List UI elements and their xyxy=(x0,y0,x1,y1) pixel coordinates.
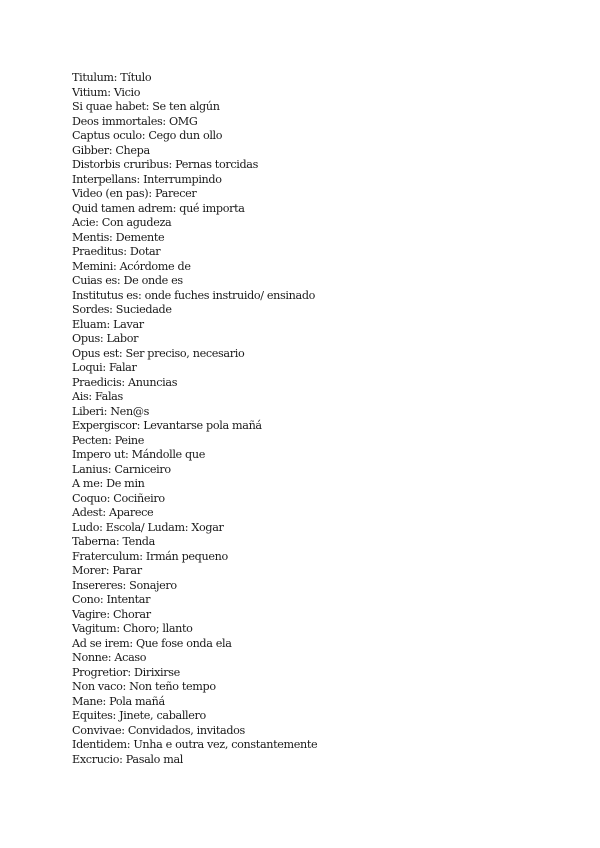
glossary-entry: Captus oculo: Cego dun ollo xyxy=(72,129,223,142)
glossary-entry: Non vaco: Non teño tempo xyxy=(72,680,216,693)
glossary-entry: Expergiscor: Levantarse pola mañá xyxy=(72,419,262,432)
glossary-entry: Si quae habet: Se ten algún xyxy=(72,100,220,113)
glossary-entry: Eluam: Lavar xyxy=(72,317,144,331)
glossary-entry: Opus: Labor xyxy=(72,332,139,345)
glossary-entry: Institutus es: onde fuches instruido/ ensinado xyxy=(72,288,316,302)
glossary-entry: Praeditus: Dotar xyxy=(72,245,161,258)
glossary-entry: Taberna: Tenda xyxy=(72,535,155,548)
glossary-entry: Nonne: Acaso xyxy=(72,651,147,664)
glossary-entry: Cuias es: De onde es xyxy=(72,274,183,287)
glossary-entry: Mentis: Demente xyxy=(72,230,165,244)
glossary-entry: Insereres: Sonajero xyxy=(72,578,177,592)
glossary-entry: Interpellans: Interrumpindo xyxy=(72,172,222,186)
glossary-entry: Quid tamen adrem: qué importa xyxy=(72,201,245,215)
glossary-entry: Sordes: Suciedade xyxy=(72,303,172,316)
glossary-entry: Acie: Con agudeza xyxy=(72,216,172,229)
glossary-entry: Excrucio: Pasalo mal xyxy=(72,752,184,766)
glossary-entry: Gibber: Chepa xyxy=(72,143,150,157)
glossary-entry: Distorbis cruribus: Pernas torcidas xyxy=(72,158,258,171)
glossary-entry: Vagire: Chorar xyxy=(72,607,151,621)
glossary-entry: Vagitum: Choro; llanto xyxy=(72,622,193,635)
glossary-entry: Praedicis: Anuncias xyxy=(72,375,178,389)
glossary-entry: Cono: Intentar xyxy=(72,593,151,606)
glossary-entry: Vitium: Vicio xyxy=(72,85,141,99)
glossary-entry: Titulum: Título xyxy=(72,71,152,84)
glossary-entry: Lanius: Carniceiro xyxy=(72,462,171,476)
glossary-entry: Fraterculum: Irmán pequeno xyxy=(72,549,228,563)
glossary-entry: Adest: Aparece xyxy=(72,506,154,519)
glossary-entry: Video (en pas): Parecer xyxy=(72,187,197,200)
glossary-entry: A me: De min xyxy=(72,477,145,490)
glossary-entry: Identidem: Unha e outra vez, constantemente xyxy=(72,738,318,751)
glossary-entry: Convivae: Convidados, invitados xyxy=(72,723,245,737)
glossary-entry: Pecten: Peine xyxy=(72,433,145,447)
glossary-entry: Morer: Parar xyxy=(72,564,142,577)
glossary-entry: Mane: Pola mañá xyxy=(72,694,165,708)
glossary-entry: Deos immortales: OMG xyxy=(72,114,198,128)
glossary-entry: Equites: Jinete, caballero xyxy=(72,709,206,722)
glossary-entry: Opus est: Ser preciso, necesario xyxy=(72,346,245,360)
glossary-entry: Ais: Falas xyxy=(72,390,123,403)
glossary-entry: Loqui: Falar xyxy=(72,361,137,374)
glossary-entry: Progretior: Dirixirse xyxy=(72,665,180,679)
glossary-list xyxy=(72,71,317,767)
glossary-entry: Ad se irem: Que fose onda ela xyxy=(72,636,232,650)
glossary-entry: Memini: Acórdome de xyxy=(72,259,191,273)
glossary-entry: Impero ut: Mándolle que xyxy=(72,448,205,461)
glossary-entry: Liberi: Nen@s xyxy=(72,404,150,418)
glossary-entry: Ludo: Escola/ Ludam: Xogar xyxy=(72,520,224,534)
glossary-entry: Coquo: Cociñeiro xyxy=(72,491,165,505)
